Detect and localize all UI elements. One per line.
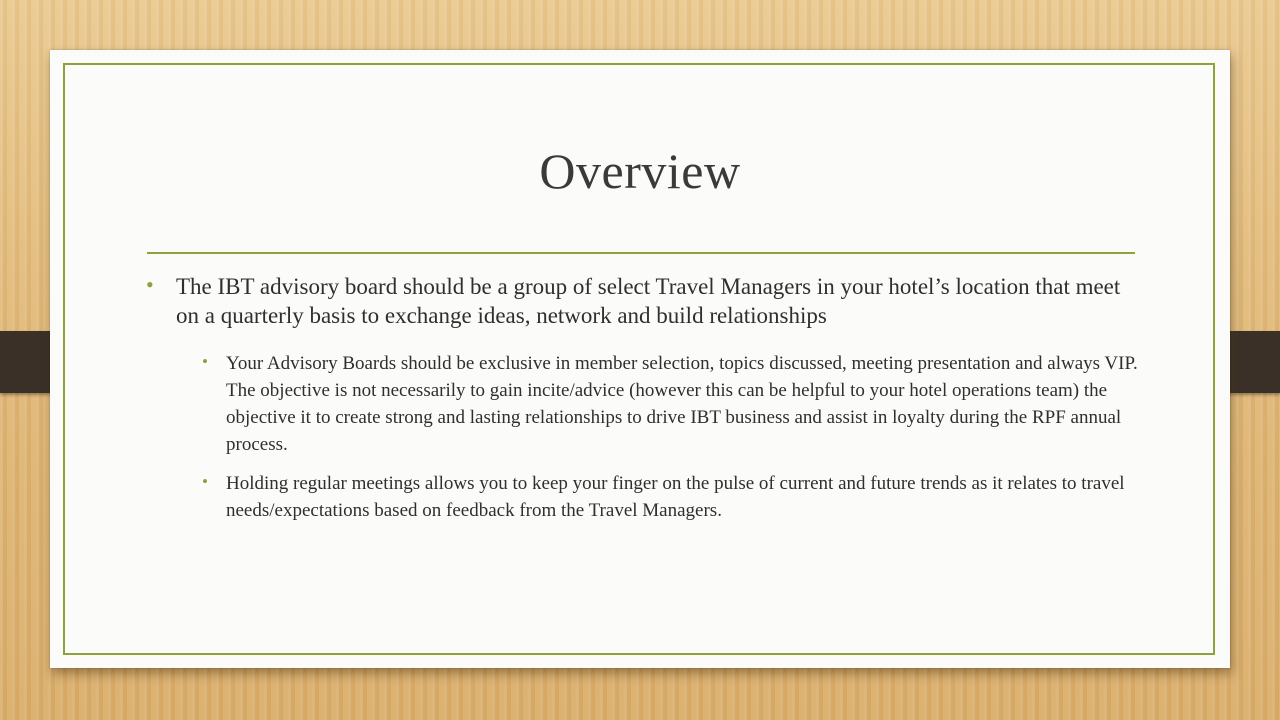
- title-divider: [147, 252, 1135, 254]
- slide-body: [146, 272, 1146, 536]
- bullet-level-2: [202, 470, 1138, 524]
- bullet-dot-icon: •: [202, 472, 208, 491]
- bullet-dot-icon: •: [146, 272, 154, 297]
- bullet-level-2: [202, 350, 1138, 458]
- bullet-text: The IBT advisory board should be a group of select Travel Managers in your hotel’s location that meet on a quarterly basis to exchange ideas, network and build relationships: [176, 274, 1121, 328]
- bullet-text: Holding regular meetings allows you to keep your finger on the pulse of current and future trends as it relates to travel needs/expectations based on feedback from the Travel Managers.: [226, 473, 1125, 521]
- bullet-level-1: [146, 272, 1146, 330]
- slide-title: Overview: [539, 143, 741, 199]
- bullet-text: Your Advisory Boards should be exclusive in member selection, topics discussed, meeting presentation and always VIP. The objective is not necessarily to gain incite/advice (however this can be helpful to your hotel operations team) the objective it to create strong and lasting relationships to drive IBT business and assist in loyalty during the RPF annual process.: [226, 353, 1138, 455]
- bullet-dot-icon: •: [202, 352, 208, 371]
- slide-card: [50, 50, 1230, 668]
